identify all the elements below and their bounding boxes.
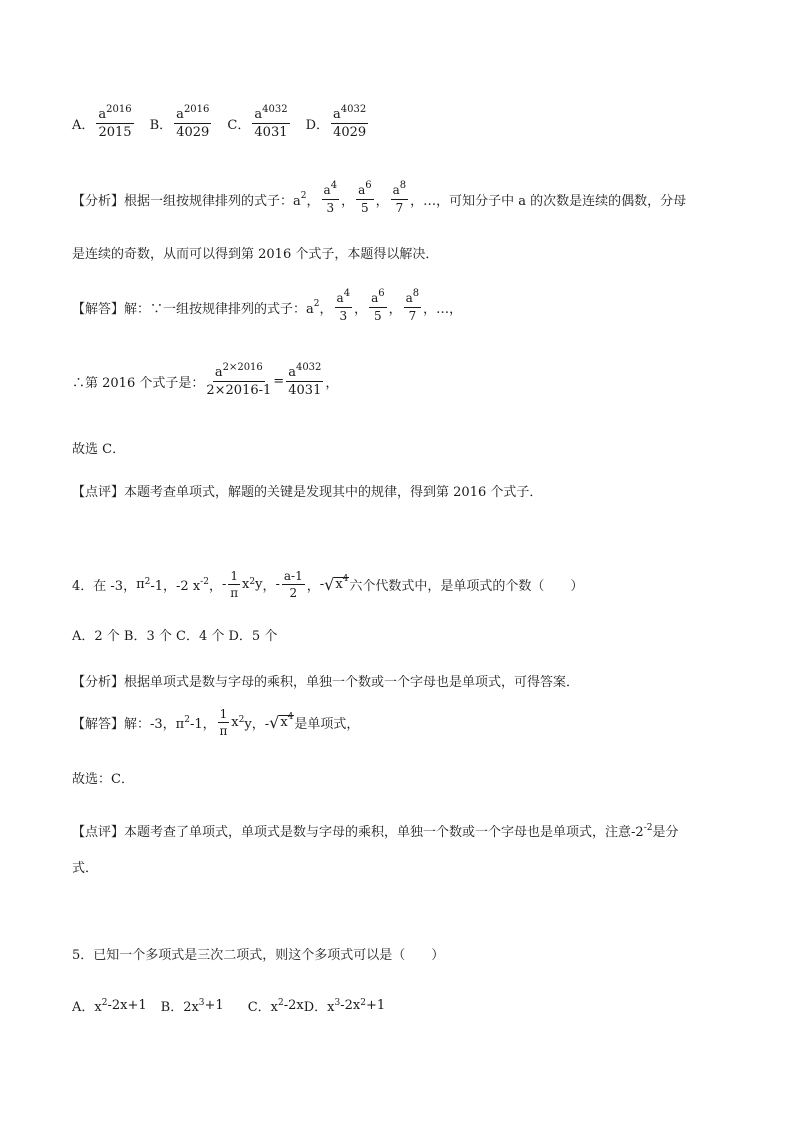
option-c-fraction: $\frac{a^{4032}}{4031}$ — [254, 104, 288, 140]
q4-stem: 4．在 -3， π $^2$ -1，-2 x $^{-2}$ ， - $\frac{1}{\pi}$ x $^2$ y ， - $\frac{a-1}{2}$ ， - √ $x^4$ 六个代数式中，是单项式的个数（ ） — [72, 569, 584, 600]
option-c-label: C． — [227, 118, 251, 133]
option-a-fraction: $\frac{a^{2016}}{2015}$ — [98, 104, 132, 140]
option-d-fraction: $\frac{a^{4032}}{4029}$ — [333, 104, 367, 140]
q3-choice: 故选 C． — [72, 442, 126, 457]
option-b-label: B． — [149, 118, 173, 133]
q4-solution-sqrt: √ $x^4$ — [269, 712, 294, 732]
comment-tag: 【点评】 — [72, 485, 125, 500]
option-d-label: D． — [305, 118, 329, 133]
solution-fraction-1: $\frac{a^4}{3}$ — [336, 288, 351, 323]
analysis-fraction-3: $\frac{a^8}{7}$ — [392, 180, 407, 215]
q4-sqrt: √ $x^4$ — [324, 574, 349, 594]
q4-analysis: 【分析】 根据单项式是数与字母的乘积，单独一个数或一个字母也是单项式，可得答案． — [72, 675, 580, 690]
option-a-label: A． — [72, 118, 95, 133]
q4-comment-line2: 式． — [72, 861, 99, 876]
analysis-tag: 【分析】 — [72, 193, 125, 209]
analysis-fraction-2: $\frac{a^6}{5}$ — [358, 180, 372, 215]
q4-fraction-a-minus-1: $\frac{a-1}{2}$ — [283, 569, 303, 600]
solution-general-term: $\frac{a^{2\times 2016}}{2\times 2016-1}$ — [206, 362, 272, 398]
analysis-text-1: 根据一组按规律排列的式子：a — [124, 193, 301, 209]
solution-result: $\frac{a^{4032}}{4031}$ — [288, 362, 322, 398]
q4-solution: 【解答】 解：-3，π $^2$ -1， $\frac{1}{\pi}$ x $^2$ y，- √ $x^4$ 是单项式， — [72, 707, 360, 738]
q5-options: A．x $^2$ -2x+1 B．2x $^3$ +1 C．x $^2$ -2x D．x $^3$ -2x $^2$ +1 — [72, 997, 386, 1015]
q3-solution: 【解答】 解：∵一组按规律排列的式子：a $^2$ ， $\frac{a^4}{3}$ ， $\frac{a^6}{5}$ ， $\frac{a^8}{7}$ ，…， — [72, 288, 463, 323]
solution-fraction-2: $\frac{a^6}{5}$ — [371, 288, 385, 323]
q3-analysis: 【分析】 根据一组按规律排列的式子：a $^2$ ， $\frac{a^4}{3}$ ， $\frac{a^6}{5}$ ， $\frac{a^8}{7}$ ，…，可知分子中 a 的次数是连续的偶数，分母 — [72, 180, 687, 215]
q4-choice: 故选：C． — [72, 772, 134, 787]
solution-fraction-3: $\frac{a^8}{7}$ — [405, 288, 420, 323]
q5-stem: 5．已知一个多项式是三次二项式，则这个多项式可以是（ ） — [72, 948, 445, 963]
analysis-text-2: ，…，可知分子中 a 的次数是连续的偶数，分母 — [410, 193, 687, 209]
q4-solution-fraction: $\frac{1}{\pi}$ — [219, 707, 228, 738]
analysis-fraction-1: $\frac{a^4}{3}$ — [323, 180, 338, 215]
q3-solution-line2: ∴第 2016 个式子是： $\frac{a^{2\times 2016}}{2\times 2016-1}$ = $\frac{a^{4032}}{4031}$ ， — [72, 362, 339, 398]
option-b-fraction: $\frac{a^{2016}}{4029}$ — [176, 104, 210, 140]
q3-analysis-line2: 是连续的奇数，从而可以得到第 2016 个式子，本题得以解决． — [72, 247, 439, 262]
q4-fraction-1-over-pi: $\frac{1}{\pi}$ — [230, 569, 239, 600]
q3-options — [72, 104, 370, 140]
q4-comment: 【点评】 本题考查了单项式，单项式是数与字母的乘积，单独一个数或一个字母也是单项式，注意-2 $^{-2}$ 是分 — [72, 822, 679, 840]
solution-tag: 【解答】 — [72, 301, 125, 317]
q4-options: A．2 个 B．3 个 C．4 个 D．5 个 — [72, 629, 278, 644]
q3-comment: 【点评】 本题考查单项式，解题的关键是发现其中的规律，得到第 2016 个式子． — [72, 481, 542, 500]
